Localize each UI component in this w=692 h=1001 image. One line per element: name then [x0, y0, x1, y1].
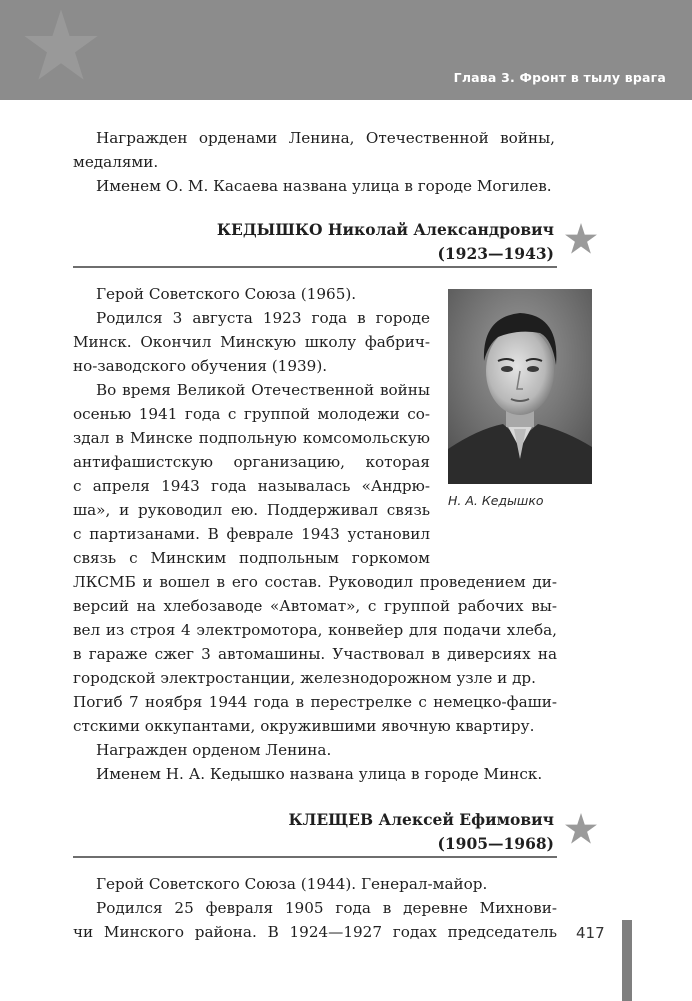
section-divider	[73, 856, 557, 858]
text-line: Герой Советского Союза (1965).	[96, 285, 357, 303]
text-line: Награжден орденом Ленина.	[96, 741, 332, 759]
star-icon	[22, 8, 100, 82]
page-edge-bar	[622, 920, 632, 1001]
text-line: с апреля 1943 года называлась «Андрю-	[73, 477, 430, 495]
chapter-title: Глава 3. Фронт в тылу врага	[453, 70, 666, 85]
text-line: но-заводского обучения (1939).	[73, 357, 328, 375]
text-line: Награжден орденами Ленина, Отечественной войны,	[96, 129, 555, 147]
star-icon	[564, 222, 598, 255]
text-line: антифашистскую организацию, которая	[73, 453, 430, 471]
text-line: ЛКСМБ и вошел в его состав. Руководил проведением ди-	[73, 573, 557, 591]
text-line: версий на хлебозаводе «Автомат», с группой рабочих вы-	[73, 597, 557, 615]
text-line: чи Минского района. В 1924—1927 годах председатель	[73, 923, 557, 941]
photo-caption: Н. А. Кедышко	[448, 493, 544, 508]
star-icon	[564, 812, 598, 845]
text-line: здал в Минске подпольную комсомольскую	[73, 429, 430, 447]
section-divider	[73, 266, 557, 268]
text-line: Минск. Окончил Минскую школу фабрич-	[73, 333, 430, 351]
text-line: медалями.	[73, 153, 159, 171]
portrait-photo	[448, 289, 592, 484]
text-line: Во время Великой Отечественной войны	[96, 381, 430, 399]
entry-years: (1905—1968)	[437, 834, 554, 853]
text-line: с партизанами. В феврале 1943 установил	[73, 525, 430, 543]
text-line: Герой Советского Союза (1944). Генерал-майор.	[96, 875, 488, 893]
text-line: Родился 3 августа 1923 года в городе	[96, 309, 430, 327]
entry-name: КЕДЫШКО Николай Александрович	[216, 220, 554, 239]
text-line: осенью 1941 года с группой молодежи со-	[73, 405, 430, 423]
text-line: Именем О. М. Касаева названа улица в городе Могилев.	[96, 177, 552, 195]
text-line: городской электростанции, железнодорожном узле и др.	[73, 669, 536, 687]
page-number: 417	[576, 924, 605, 942]
entry-name: КЛЕЩЕВ Алексей Ефимович	[288, 810, 554, 829]
text-line: связь с Минским подпольным горкомом	[73, 549, 430, 567]
text-line: стскими оккупантами, окружившими явочную квартиру.	[73, 717, 535, 735]
text-line: вел из строя 4 электромотора, конвейер для подачи хлеба,	[73, 621, 557, 639]
text-line: Именем Н. А. Кедышко названа улица в городе Минск.	[96, 765, 543, 783]
text-line: Погиб 7 ноября 1944 года в перестрелке с немецко-фаши-	[73, 693, 557, 711]
text-line: Родился 25 февраля 1905 года в деревне Михнови-	[96, 899, 557, 917]
text-line: в гараже сжег 3 автомашины. Участвовал в диверсиях на	[73, 645, 557, 663]
chapter-header-band	[0, 0, 692, 100]
text-line: ша», и руководил ею. Поддерживал связь	[73, 501, 430, 519]
entry-years: (1923—1943)	[437, 244, 554, 263]
